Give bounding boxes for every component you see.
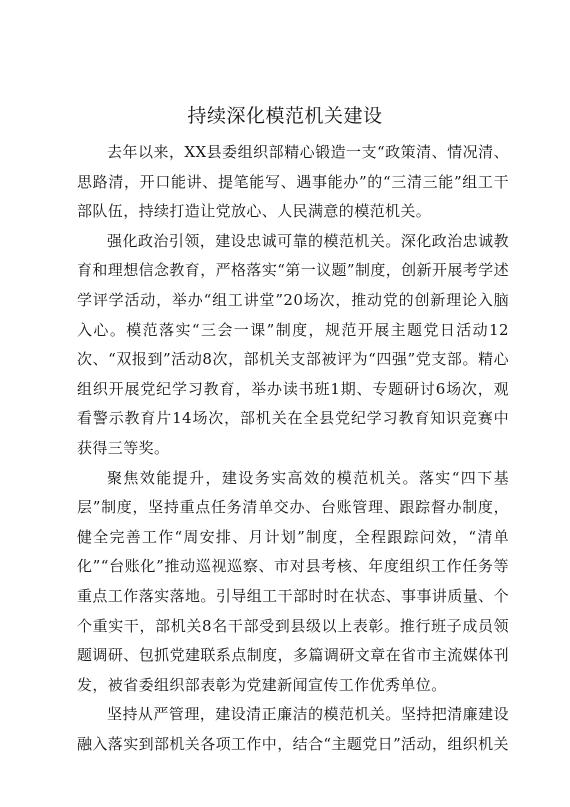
document-title: 持续深化模范机关建设	[187, 105, 383, 127]
document-body	[77, 138, 509, 759]
paragraph-efficiency: 聚焦效能提升，建设务实高效的模范机关。落实“四下基层”制度，坚持重点任务清单交办、台账管理、跟踪督办制度，健全完善工作“周安排、月计划”制度，全程跟踪问效，“清单化”“台账化”推动巡视巡察、市对县考核、年度组织工作任务等重点工作落实落地。引导组工干部时时在状态、事事讲质量、个个重实干，部机关8名干部受到县级以上表彰。推行班子成员领题调研、包抓党建联系点制度，多篇调研文章在省市主流媒体刊发，被省委组织部表彰为党建新闻宣传工作优秀单位。	[77, 468, 509, 694]
paragraph-intro: 去年以来，XX县委组织部精心锻造一支“政策清、情况清、思路清，开口能讲、提笔能写、遇事能办”的“三清三能”组工干部队伍，持续打造让党放心、人民满意的模范机关。	[77, 143, 509, 221]
paragraph-strict-management: 坚持从严管理，建设清正廉洁的模范机关。坚持把清廉建设融入落实到部机关各项工作中，结合“主题党日”活动，组织机关	[77, 705, 509, 753]
paragraph-political-guidance: 强化政治引领，建设忠诚可靠的模范机关。深化政治忠诚教育和理想信念教育，严格落实“第一议题”制度，创新开展考学述学评学活动，举办“组工讲堂”20场次，推动党的创新理论入脑入心。模范落实“三会一课”制度，规范开展主题党日活动12次、“双报到”活动8次，部机关支部被评为“四强”党支部。精心组织开展党纪学习教育，举办读书班1期、专题研讨6场次，观看警示教育片14场次，部机关在全县党纪学习教育知识竞赛中获得三等奖。	[77, 231, 509, 457]
